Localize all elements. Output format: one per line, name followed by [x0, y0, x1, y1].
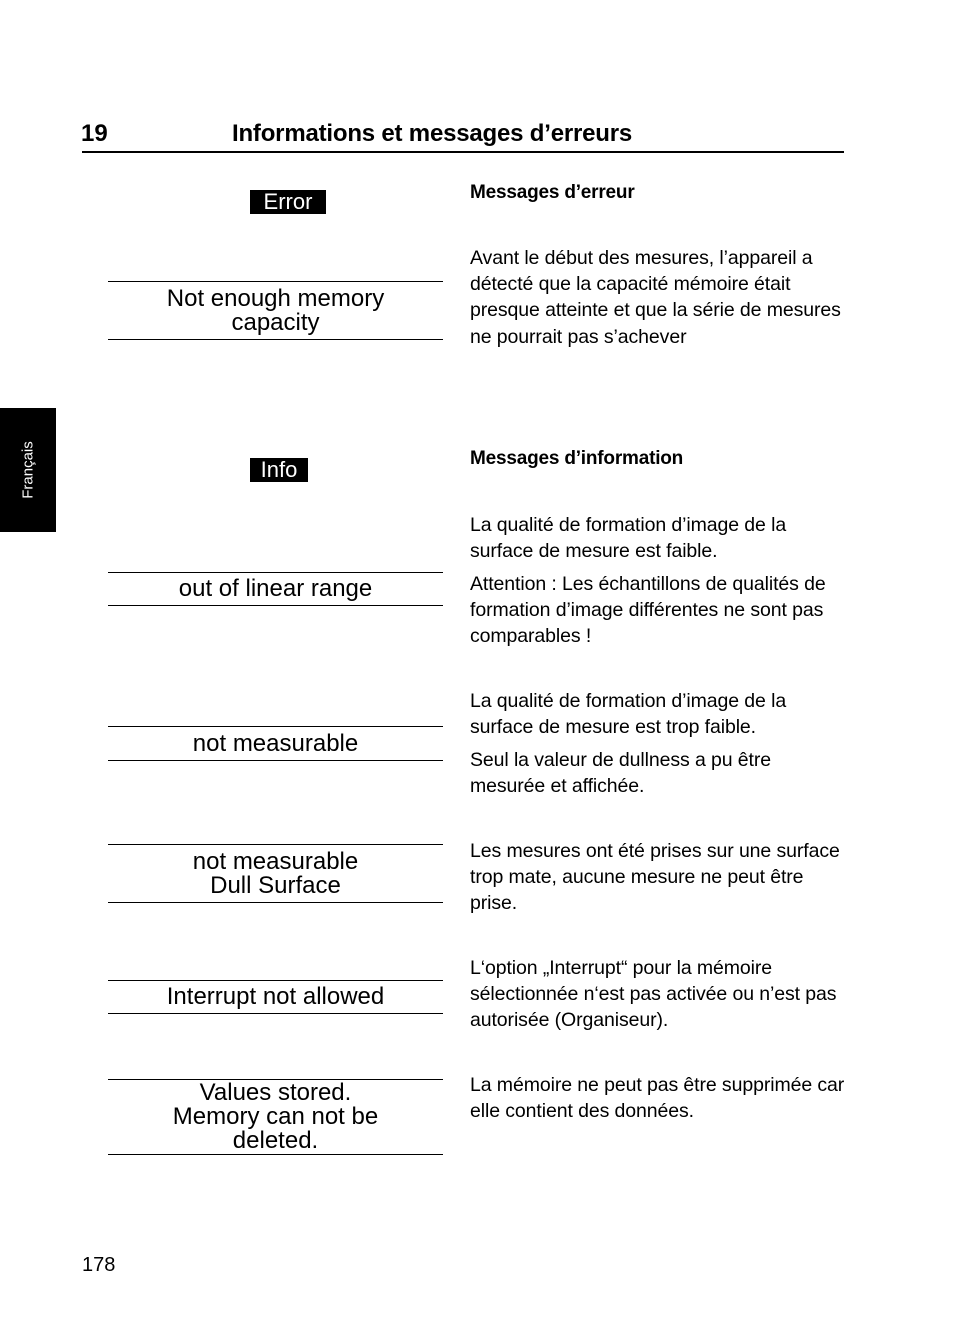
not-measurable-description-2: Seul la valeur de dullness a pu être mesurée et affichée. — [470, 749, 772, 798]
display-dull-surface — [108, 844, 443, 903]
display-line: capacity — [231, 308, 320, 336]
display-out-of-linear-range — [108, 572, 443, 606]
error-description: Avant le début des mesures, l’appareil a détecté que la capacité mémoire était presque atteinte et que la série de mesures ne pourrait pas s’achever — [470, 247, 841, 348]
display-line: Interrupt not allowed — [166, 983, 385, 1010]
display-values-stored — [108, 1079, 443, 1155]
info-section-heading: Messages d’information — [470, 448, 684, 469]
display-line: Memory can not be — [172, 1103, 379, 1130]
not-measurable-description-1: La qualité de formation d’image de la surface de mesure est trop faible. — [470, 690, 787, 739]
dull-surface-description: Les mesures ont été prises sur une surface trop mate, aucune mesure ne peut être prise. — [470, 840, 840, 915]
error-section-heading: Messages d’erreur — [470, 182, 635, 203]
header-rule — [82, 151, 844, 153]
display-line: Dull Surface — [210, 871, 341, 899]
display-line: Not enough memory — [166, 284, 385, 312]
display-line: not measurable — [192, 847, 359, 875]
display-not-enough-memory — [108, 281, 443, 340]
error-badge: Error — [250, 190, 326, 214]
info-badge: Info — [250, 458, 308, 482]
interrupt-description: L‘option „Interrupt“ pour la mémoire sélectionnée n‘est pas activée ou n’est pas autorisée (Organiseur). — [470, 957, 837, 1032]
display-line: Values stored. — [199, 1079, 352, 1106]
page-number: 178 — [82, 1254, 116, 1276]
display-line: not measurable — [192, 729, 359, 757]
display-not-measurable — [108, 726, 443, 761]
linear-range-description: Attention : Les échantillons de qualités de formation d’image différentes ne sont pas comparables ! — [470, 573, 826, 648]
display-line: deleted. — [232, 1127, 319, 1154]
values-stored-description: La mémoire ne peut pas être supprimée car elle contient des données. — [470, 1074, 845, 1123]
language-tab-label: Français — [19, 441, 37, 499]
display-interrupt-not-allowed — [108, 980, 443, 1014]
language-tab — [0, 408, 56, 532]
info-intro: La qualité de formation d’image de la surface de mesure est faible. — [470, 514, 787, 563]
chapter-title: Informations et messages d’erreurs — [232, 120, 633, 147]
display-line: out of linear range — [178, 575, 373, 602]
chapter-number: 19 — [81, 120, 108, 147]
